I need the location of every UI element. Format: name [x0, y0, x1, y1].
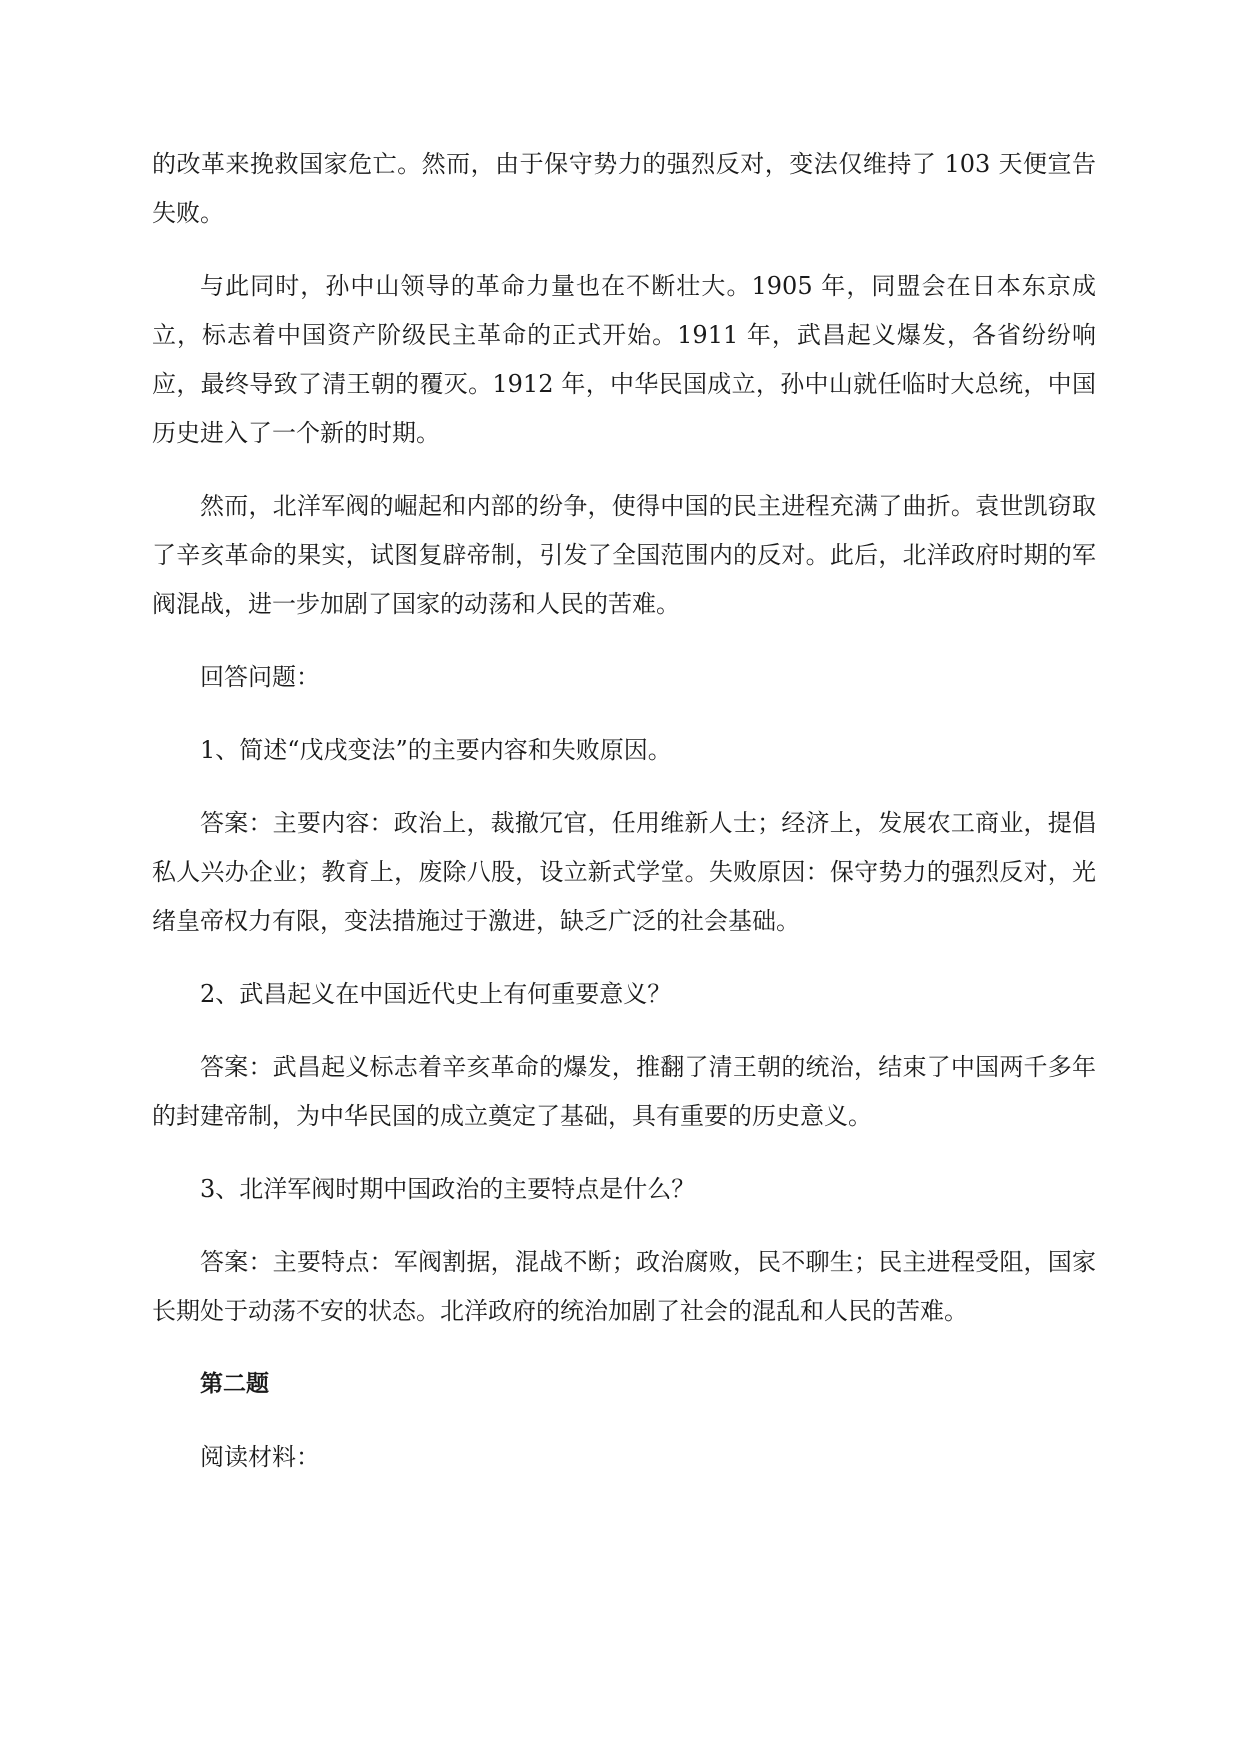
question-3: 3、北洋军阀时期中国政治的主要特点是什么？ — [200, 1175, 696, 1203]
paragraph-continuation: 的改革来挽救国家危亡。然而，由于保守势力的强烈反对，变法仅维持了 103 天便宣告失败。 — [152, 150, 1096, 227]
paragraph-revolution: 与此同时，孙中山领导的革命力量也在不断壮大。1905 年，同盟会在日本东京成立，标志着中国资产阶级民主革命的正式开始。1911 年，武昌起义爆发，各省纷纷响应，最终导致了清王朝的覆灭。1912 年，中华民国成立，孙中山就任临时大总统，中国历史进入了一个新的时期。 — [152, 272, 1096, 447]
section-2-label: 阅读材料： — [200, 1443, 320, 1471]
answer-1: 答案：主要内容：政治上，裁撤冗官，任用维新人士；经济上，发展农工商业，提倡私人兴办企业；教育上，废除八股，设立新式学堂。失败原因：保守势力的强烈反对，光绪皇帝权力有限，变法措施过于激进，缺乏广泛的社会基础。 — [152, 809, 1096, 935]
paragraph-beiyang: 然而，北洋军阀的崛起和内部的纷争，使得中国的民主进程充满了曲折。袁世凯窃取了辛亥革命的果实，试图复辟帝制，引发了全国范围内的反对。此后，北洋政府时期的军阀混战，进一步加剧了国家的动荡和人民的苦难。 — [152, 492, 1096, 618]
question-2: 2、武昌起义在中国近代史上有何重要意义？ — [200, 980, 672, 1008]
questions-label: 回答问题： — [200, 663, 320, 691]
answer-2: 答案：武昌起义标志着辛亥革命的爆发，推翻了清王朝的统治，结束了中国两千多年的封建帝制，为中华民国的成立奠定了基础，具有重要的历史意义。 — [152, 1053, 1096, 1130]
question-1: 1、简述“戊戌变法”的主要内容和失败原因。 — [200, 736, 672, 764]
section-2-title: 第二题 — [200, 1371, 269, 1397]
document-body — [152, 140, 1096, 1506]
answer-3: 答案：主要特点：军阀割据，混战不断；政治腐败，民不聊生；民主进程受阻，国家长期处于动荡不安的状态。北洋政府的统治加剧了社会的混乱和人民的苦难。 — [152, 1248, 1096, 1325]
